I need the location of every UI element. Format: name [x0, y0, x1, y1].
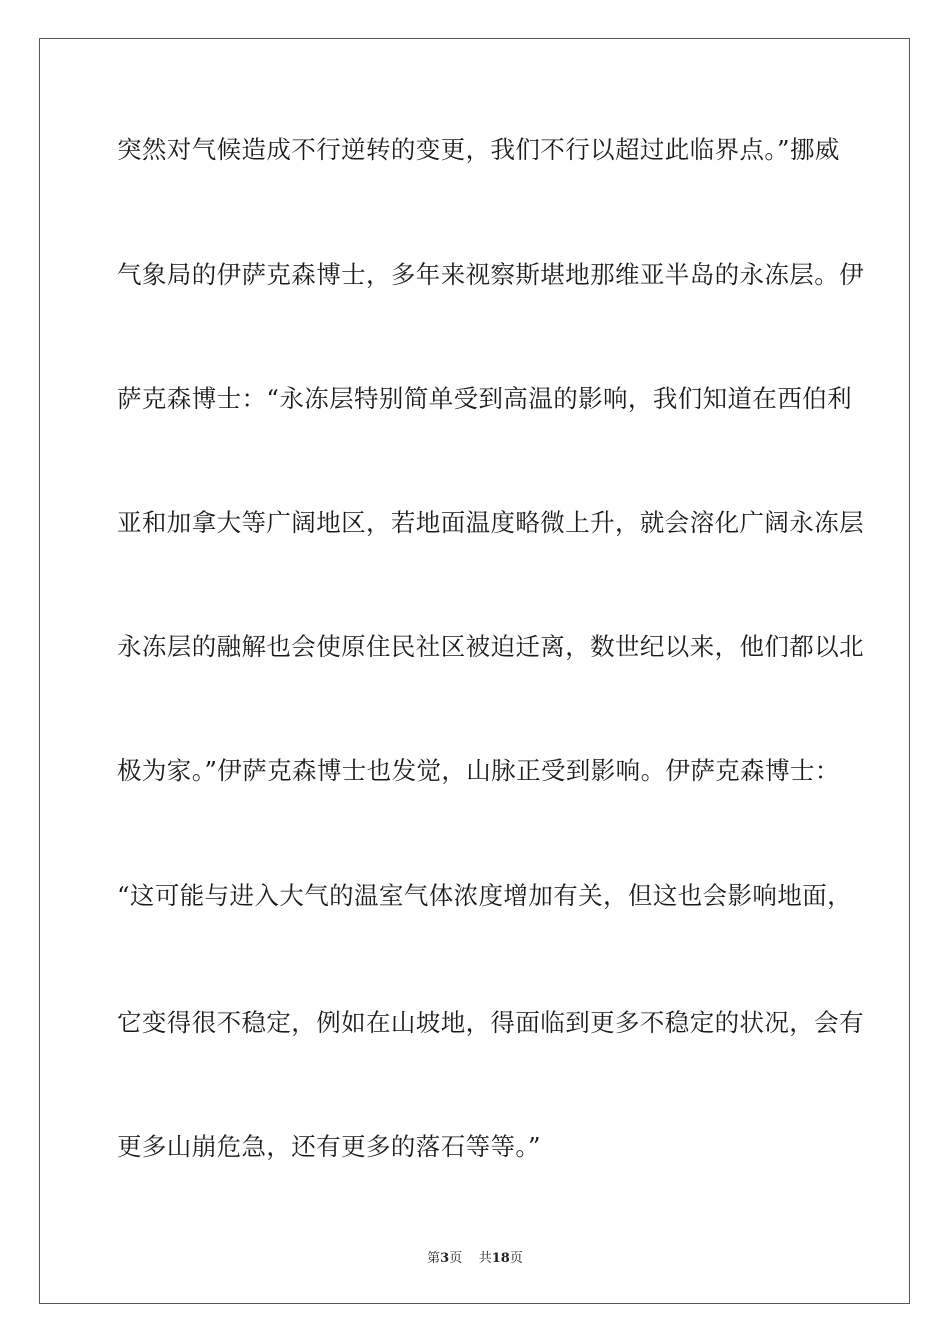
body-text-line: 更多山崩危急，还有更多的落石等等。”	[117, 1132, 541, 1161]
body-text-line: 极为家。”伊萨克森博士也发觉，山脉正受到影响。伊萨克森博士：	[117, 756, 840, 785]
body-text-line: 亚和加拿大等广阔地区，若地面温度略微上升，就会溶化广阔永冻层	[117, 508, 864, 537]
body-text-line: 萨克森博士：“永冻层特别简单受到高温的影响，我们知道在西伯利	[117, 384, 853, 413]
total-pages: 18	[491, 1251, 510, 1266]
total-prefix: 共	[478, 1251, 492, 1266]
body-text-line: “这可能与进入大气的温室气体浓度增加有关，但这也会影响地面，	[117, 881, 853, 910]
body-text-line: 它变得很不稳定，例如在山坡地，得面临到更多不稳定的状况，会有	[117, 1008, 864, 1037]
page-prefix: 第	[427, 1251, 441, 1266]
page-number: 3	[440, 1251, 450, 1266]
page-border	[39, 38, 910, 1304]
body-text-line: 突然对气候造成不行逆转的变更，我们不行以超过此临界点。”挪威	[117, 135, 840, 164]
total-suffix: 页	[509, 1251, 523, 1266]
page-suffix: 页	[449, 1251, 463, 1266]
page-footer	[0, 1247, 950, 1266]
body-text-line: 永冻层的融解也会使原住民社区被迫迁离，数世纪以来，他们都以北	[117, 632, 864, 661]
body-text-line: 气象局的伊萨克森博士，多年来视察斯堪地那维亚半岛的永冻层。伊	[117, 260, 864, 289]
